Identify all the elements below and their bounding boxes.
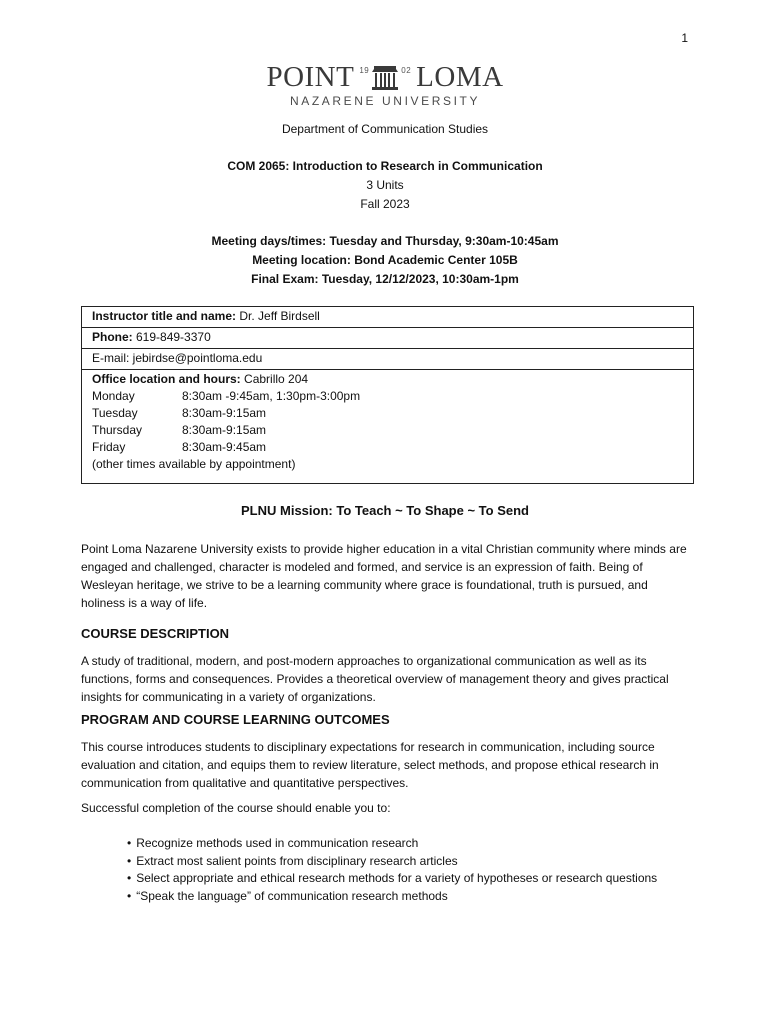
- office-value: Cabrillo 204: [240, 372, 309, 386]
- outcomes-heading: PROGRAM AND COURSE LEARNING OUTCOMES: [81, 712, 390, 727]
- hours-time: 8:30am-9:15am: [182, 423, 267, 437]
- outcomes-list: [127, 835, 727, 905]
- phone-label: Phone:: [92, 330, 133, 344]
- hours-time: 8:30am-9:15am: [182, 406, 267, 420]
- phone-row: [82, 328, 693, 349]
- logo-subtitle: NAZARENE UNIVERSITY: [289, 94, 481, 108]
- email-line[interactable]: E-mail: jebirdse@pointloma.edu: [92, 351, 263, 365]
- course-description-heading: COURSE DESCRIPTION: [81, 626, 230, 641]
- hours-day: Monday: [92, 389, 135, 403]
- building-icon: [370, 64, 400, 92]
- hours-row: [92, 439, 683, 456]
- hours-day: Tuesday: [92, 406, 138, 420]
- final-exam: Final Exam: Tuesday, 12/12/2023, 10:30am-1pm: [251, 272, 519, 286]
- list-item: • Extract most salient points from disciplinary research articles: [127, 853, 727, 871]
- hours-time: 8:30am-9:45am: [182, 440, 267, 454]
- instructor-info-table: [81, 306, 694, 484]
- logo-emblem: [358, 62, 412, 92]
- office-label: Office location and hours:: [92, 372, 241, 386]
- phone-value: 619-849-3370: [132, 330, 211, 344]
- mission-body: Point Loma Nazarene University exists to provide higher education in a vital Christian community where minds are engaged and challenged, character is modeled and formed, and service is an expression of faith. Being of Wesleyan heritage, we strive to be a learning community where grace is foundational, truth is pursued, and holiness is a way of life.: [81, 542, 687, 610]
- hours-day: Thursday: [92, 423, 143, 437]
- instructor-name-label: Instructor title and name:: [92, 309, 237, 323]
- department-name: Department of Communication Studies: [281, 122, 489, 136]
- instructor-name-value: Dr. Jeff Birdsell: [236, 309, 320, 323]
- course-title: COM 2065: Introduction to Research in Communication: [227, 159, 543, 173]
- logo-left-word: POINT: [266, 61, 355, 93]
- hours-note: (other times available by appointment): [92, 457, 296, 471]
- email-row: [82, 349, 693, 370]
- hours-time: 8:30am -9:45am, 1:30pm-3:00pm: [182, 389, 361, 403]
- hours-row: [92, 405, 683, 422]
- office-hours-row: [82, 370, 693, 483]
- course-description-body: A study of traditional, modern, and post-modern approaches to organizational communication as well as its functions, forms and consequences. Provides a theoretical overview of management theory and gives practical insights for communicating in a variety of organizations.: [81, 654, 669, 704]
- university-logo: [0, 62, 770, 108]
- course-term: Fall 2023: [360, 197, 410, 211]
- mission-title: PLNU Mission: To Teach ~ To Shape ~ To Send: [241, 503, 529, 518]
- logo-year-right: 02: [401, 66, 412, 75]
- list-item: • Recognize methods used in communication research: [127, 835, 727, 853]
- logo-right-word: LOMA: [416, 61, 504, 93]
- list-item: • Select appropriate and ethical research methods for a variety of hypotheses or research questions: [127, 870, 727, 888]
- hours-day: Friday: [92, 440, 126, 454]
- course-units: 3 Units: [366, 178, 404, 192]
- meeting-info: [0, 232, 770, 289]
- page-number: 1: [681, 31, 688, 45]
- outcomes-body: This course introduces students to disciplinary expectations for research in communication, including source evaluation and citation, and equips them to review literature, select methods, and propose ethical research in communication from qualitative and quantitative perspectives.: [81, 740, 659, 790]
- outcomes-intro: Successful completion of the course should enable you to:: [81, 801, 391, 815]
- meeting-times: Meeting days/times: Tuesday and Thursday, 9:30am-10:45am: [211, 234, 559, 248]
- hours-row: [92, 388, 683, 405]
- hours-row: [92, 422, 683, 439]
- course-header: [0, 157, 770, 214]
- logo-year-left: 19: [359, 66, 370, 75]
- instructor-name-row: [82, 307, 693, 328]
- list-item: • “Speak the language” of communication research methods: [127, 888, 727, 906]
- meeting-location: Meeting location: Bond Academic Center 105B: [252, 253, 518, 267]
- logo-wordmark: [0, 62, 770, 92]
